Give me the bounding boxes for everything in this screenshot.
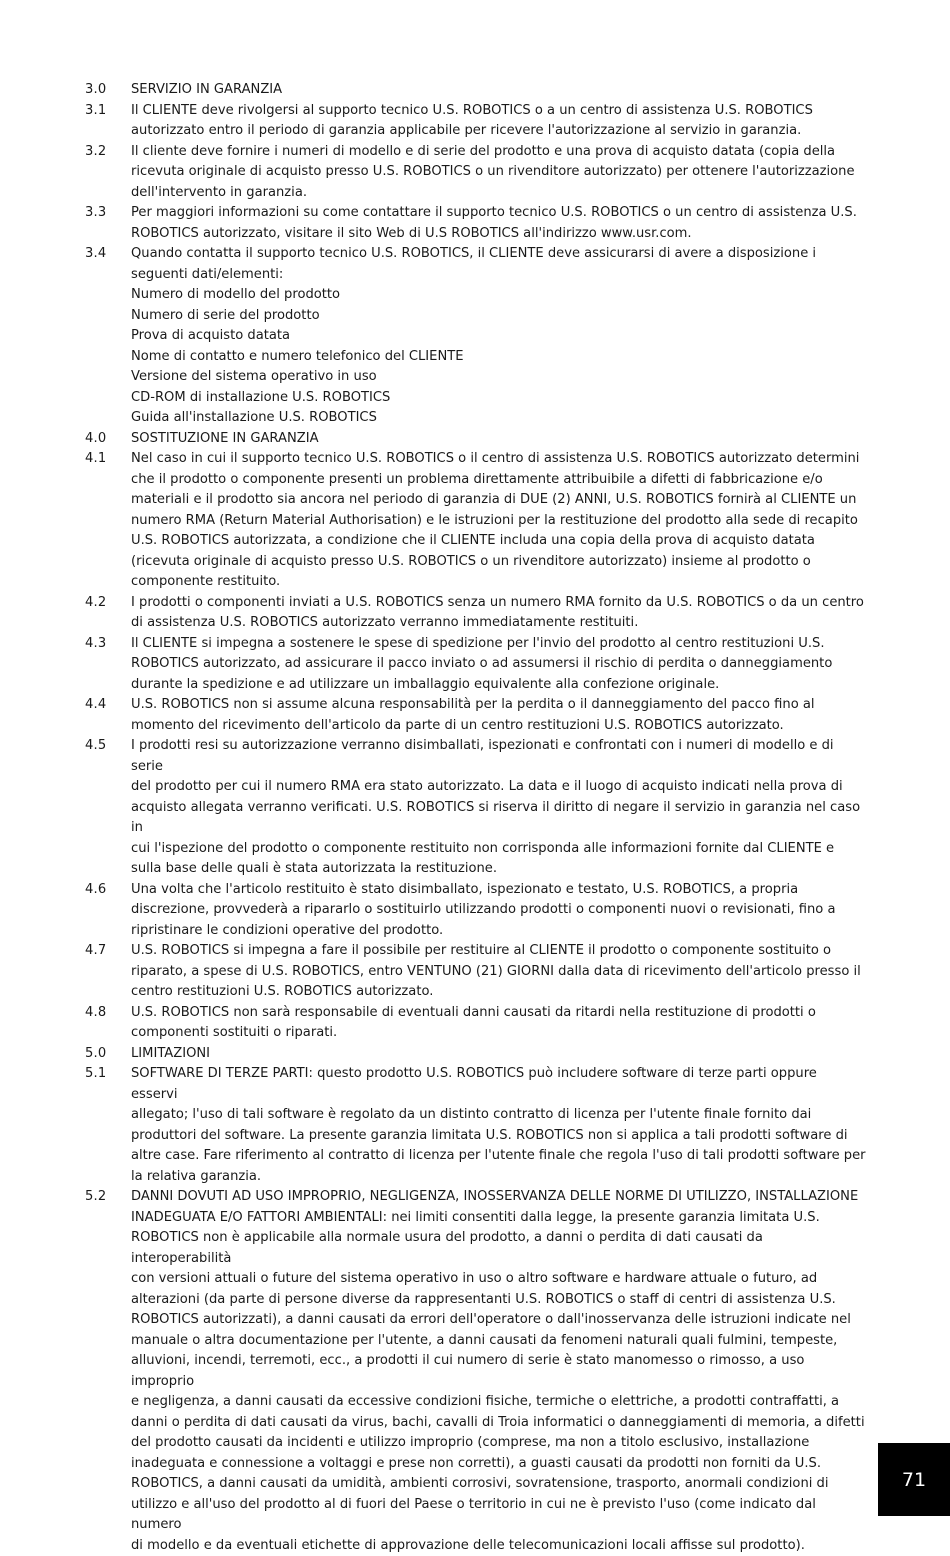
text-line: dell'intervento in garanzia.	[131, 183, 867, 204]
text-line: Il CLIENTE deve rivolgersi al supporto tecnico U.S. ROBOTICS o a un centro di assistenza U.S. ROBOTICS	[131, 101, 867, 122]
text-line: altre case. Fare riferimento al contratto di licenza per l'utente finale che regola l'uso di tali prodotti software per	[131, 1146, 867, 1167]
text-line: Il cliente deve fornire i numeri di modello e di serie del prodotto e una prova di acquisto datata (copia della	[131, 142, 867, 163]
text-line: (ricevuta originale di acquisto presso U.S. ROBOTICS o un rivenditore autorizzato) insieme al prodotto o	[131, 552, 867, 573]
section-number: 5.1	[85, 1064, 131, 1187]
text-line: U.S. ROBOTICS autorizzata, a condizione che il CLIENTE includa una copia della prova di acquisto datata	[131, 531, 867, 552]
text-line: materiali e il prodotto sia ancora nel periodo di garanzia di DUE (2) ANNI, U.S. ROBOTICS fornirà al CLIENTE un	[131, 490, 867, 511]
text-line: durante la spedizione e ad utilizzare un imballaggio equivalente alla confezione originale.	[131, 675, 867, 696]
section-text	[131, 142, 867, 204]
text-line: acquisto allegata verranno verificati. U.S. ROBOTICS si riserva il diritto di negare il servizio in garanzia nel caso in	[131, 798, 867, 839]
text-line: Prova di acquisto datata	[131, 326, 867, 347]
page-number: 71	[902, 1469, 926, 1491]
text-line: LIMITAZIONI	[131, 1044, 867, 1065]
text-line: ROBOTICS, a danni causati da umidità, ambienti corrosivi, sovratensione, trasporto, anormali condizioni di	[131, 1474, 867, 1495]
text-line: cui l'ispezione del prodotto o componente restituito non corrisponda alle informazioni fornite dal CLIENTE e	[131, 839, 867, 860]
text-line: sulla base delle quali è stata autorizzata la restituzione.	[131, 859, 867, 880]
section-text	[131, 244, 867, 429]
section-item	[85, 941, 867, 1003]
text-line: allegato; l'uso di tali software è regolato da un distinto contratto di licenza per l'utente finale fornito dai	[131, 1105, 867, 1126]
section-text	[131, 449, 867, 593]
text-line: la relativa garanzia.	[131, 1167, 867, 1188]
text-line: e negligenza, a danni causati da eccessive condizioni fisiche, termiche o elettriche, a prodotti contraffatti, a	[131, 1392, 867, 1413]
text-line: inadeguata e connessione a voltaggi e prese non corretti), a guasti causati da prodotti non forniti da U.S.	[131, 1454, 867, 1475]
text-line: centro restituzioni U.S. ROBOTICS autorizzato.	[131, 982, 867, 1003]
section-text	[131, 429, 867, 450]
section-text	[131, 1064, 867, 1187]
text-line: ROBOTICS autorizzato, ad assicurare il pacco inviato o ad assumersi il rischio di perdita o danneggiamento	[131, 654, 867, 675]
section-number: 4.3	[85, 634, 131, 696]
section-number: 3.3	[85, 203, 131, 244]
text-line: produttori del software. La presente garanzia limitata U.S. ROBOTICS non si applica a tali prodotti software di	[131, 1126, 867, 1147]
section-number: 3.2	[85, 142, 131, 204]
text-line: Quando contatta il supporto tecnico U.S. ROBOTICS, il CLIENTE deve assicurarsi di avere a disposizione i	[131, 244, 867, 265]
text-line: momento del ricevimento dell'articolo da parte di un centro restituzioni U.S. ROBOTICS autorizzato.	[131, 716, 867, 737]
text-line: I prodotti resi su autorizzazione verranno disimballati, ispezionati e confrontati con i numeri di modello e di serie	[131, 736, 867, 777]
text-line: del prodotto causati da incidenti e utilizzo improprio (comprese, ma non a titolo esclusivo, installazione	[131, 1433, 867, 1454]
text-line: di assistenza U.S. ROBOTICS autorizzato verranno immediatamente restituiti.	[131, 613, 867, 634]
section-text	[131, 1187, 867, 1556]
text-line: SERVIZIO IN GARANZIA	[131, 80, 867, 101]
section-number: 4.1	[85, 449, 131, 593]
text-line: U.S. ROBOTICS non sarà responsabile di eventuali danni causati da ritardi nella restituzione di prodotti o	[131, 1003, 867, 1024]
text-line: utilizzo e all'uso del prodotto al di fuori del Paese o territorio in cui ne è previsto l'uso (come indicato dal numero	[131, 1495, 867, 1536]
document-body	[85, 80, 867, 1556]
section-number: 5.2	[85, 1187, 131, 1556]
text-line: Numero di serie del prodotto	[131, 306, 867, 327]
section-number: 4.0	[85, 429, 131, 450]
section-item	[85, 244, 867, 429]
text-line: con versioni attuali o future del sistema operativo in uso o altro software e hardware attuale o futuro, ad	[131, 1269, 867, 1290]
text-line: Una volta che l'articolo restituito è stato disimballato, ispezionato e testato, U.S. ROBOTICS, a propria	[131, 880, 867, 901]
text-line: Per maggiori informazioni su come contattare il supporto tecnico U.S. ROBOTICS o un centro di assistenza U.S.	[131, 203, 867, 224]
section-text	[131, 203, 867, 244]
text-line: di modello e da eventuali etichette di approvazione delle telecomunicazioni locali affisse sul prodotto).	[131, 1536, 867, 1556]
section-item	[85, 1003, 867, 1044]
text-line: Versione del sistema operativo in uso	[131, 367, 867, 388]
section-text	[131, 101, 867, 142]
section-text	[131, 1044, 867, 1065]
section-number: 3.4	[85, 244, 131, 429]
text-line: manuale o altra documentazione per l'utente, a danni causati da fenomeni naturali quali fulmini, tempeste,	[131, 1331, 867, 1352]
text-line: U.S. ROBOTICS non si assume alcuna responsabilità per la perdita o il danneggiamento del pacco fino al	[131, 695, 867, 716]
text-line: del prodotto per cui il numero RMA era stato autorizzato. La data e il luogo di acquisto indicati nella prova di	[131, 777, 867, 798]
text-line: U.S. ROBOTICS si impegna a fare il possibile per restituire al CLIENTE il prodotto o componente sostituito o	[131, 941, 867, 962]
section-text	[131, 80, 867, 101]
section-number: 4.5	[85, 736, 131, 880]
text-line: Numero di modello del prodotto	[131, 285, 867, 306]
text-line: SOFTWARE DI TERZE PARTI: questo prodotto U.S. ROBOTICS può includere software di terze parti oppure esservi	[131, 1064, 867, 1105]
text-line: CD-ROM di installazione U.S. ROBOTICS	[131, 388, 867, 409]
text-line: componenti sostituiti o riparati.	[131, 1023, 867, 1044]
section-text	[131, 880, 867, 942]
text-line: I prodotti o componenti inviati a U.S. ROBOTICS senza un numero RMA fornito da U.S. ROBOTICS o da un centro	[131, 593, 867, 614]
text-line: DANNI DOVUTI AD USO IMPROPRIO, NEGLIGENZA, INOSSERVANZA DELLE NORME DI UTILIZZO, INSTALLAZIONE	[131, 1187, 867, 1208]
section-item	[85, 203, 867, 244]
text-line: ROBOTICS non è applicabile alla normale usura del prodotto, a danni o perdita di dati causati da interoperabilità	[131, 1228, 867, 1269]
section-item	[85, 736, 867, 880]
section-text	[131, 941, 867, 1003]
text-line: riparato, a spese di U.S. ROBOTICS, entro VENTUNO (21) GIORNI dalla data di ricevimento dell'articolo presso il	[131, 962, 867, 983]
section-item	[85, 1187, 867, 1556]
section-item	[85, 593, 867, 634]
section-number: 4.8	[85, 1003, 131, 1044]
section-item	[85, 80, 867, 101]
section-number: 4.7	[85, 941, 131, 1003]
section-number: 3.1	[85, 101, 131, 142]
text-line: componente restituito.	[131, 572, 867, 593]
text-line: ricevuta originale di acquisto presso U.S. ROBOTICS o un rivenditore autorizzato) per ottenere l'autorizzazione	[131, 162, 867, 183]
section-item	[85, 101, 867, 142]
text-line: alluvioni, incendi, terremoti, ecc., a prodotti il cui numero di serie è stato manomesso o rimosso, a uso improprio	[131, 1351, 867, 1392]
text-line: Nome di contatto e numero telefonico del CLIENTE	[131, 347, 867, 368]
section-number: 5.0	[85, 1044, 131, 1065]
section-text	[131, 593, 867, 634]
section-number: 3.0	[85, 80, 131, 101]
text-line: ripristinare le condizioni operative del prodotto.	[131, 921, 867, 942]
text-line: ROBOTICS autorizzati), a danni causati da errori dell'operatore o dall'inosservanza delle istruzioni indicate nel	[131, 1310, 867, 1331]
section-text	[131, 736, 867, 880]
section-item	[85, 880, 867, 942]
text-line: INADEGUATA E/O FATTORI AMBIENTALI: nei limiti consentiti dalla legge, la presente garanzia limitata U.S.	[131, 1208, 867, 1229]
page-number-badge	[878, 1443, 950, 1516]
text-line: discrezione, provvederà a ripararlo o sostituirlo utilizzando prodotti o componenti nuovi o revisionati, fino a	[131, 900, 867, 921]
section-number: 4.4	[85, 695, 131, 736]
section-number: 4.6	[85, 880, 131, 942]
text-line: danni o perdita di dati causati da virus, bachi, cavalli di Troia informatici o danneggiamenti di memoria, a difetti	[131, 1413, 867, 1434]
section-list	[85, 80, 867, 1556]
text-line: Guida all'installazione U.S. ROBOTICS	[131, 408, 867, 429]
section-item	[85, 1064, 867, 1187]
section-item	[85, 634, 867, 696]
text-line: ROBOTICS autorizzato, visitare il sito Web di U.S ROBOTICS all'indirizzo www.usr.com.	[131, 224, 867, 245]
text-line: che il prodotto o componente presenti un problema direttamente attribuibile a difetti di fabbricazione e/o	[131, 470, 867, 491]
section-text	[131, 695, 867, 736]
text-line: numero RMA (Return Material Authorisation) e le istruzioni per la restituzione del prodotto alla sede di recapito	[131, 511, 867, 532]
section-item	[85, 449, 867, 593]
section-text	[131, 634, 867, 696]
section-item	[85, 1044, 867, 1065]
text-line: SOSTITUZIONE IN GARANZIA	[131, 429, 867, 450]
section-number: 4.2	[85, 593, 131, 634]
text-line: seguenti dati/elementi:	[131, 265, 867, 286]
section-item	[85, 142, 867, 204]
section-item	[85, 695, 867, 736]
section-item	[85, 429, 867, 450]
section-text	[131, 1003, 867, 1044]
text-line: alterazioni (da parte di persone diverse da rappresentanti U.S. ROBOTICS o staff di centri di assistenza U.S.	[131, 1290, 867, 1311]
text-line: Il CLIENTE si impegna a sostenere le spese di spedizione per l'invio del prodotto al centro restituzioni U.S.	[131, 634, 867, 655]
text-line: Nel caso in cui il supporto tecnico U.S. ROBOTICS o il centro di assistenza U.S. ROBOTICS autorizzato determini	[131, 449, 867, 470]
text-line: autorizzato entro il periodo di garanzia applicabile per ricevere l'autorizzazione al servizio in garanzia.	[131, 121, 867, 142]
